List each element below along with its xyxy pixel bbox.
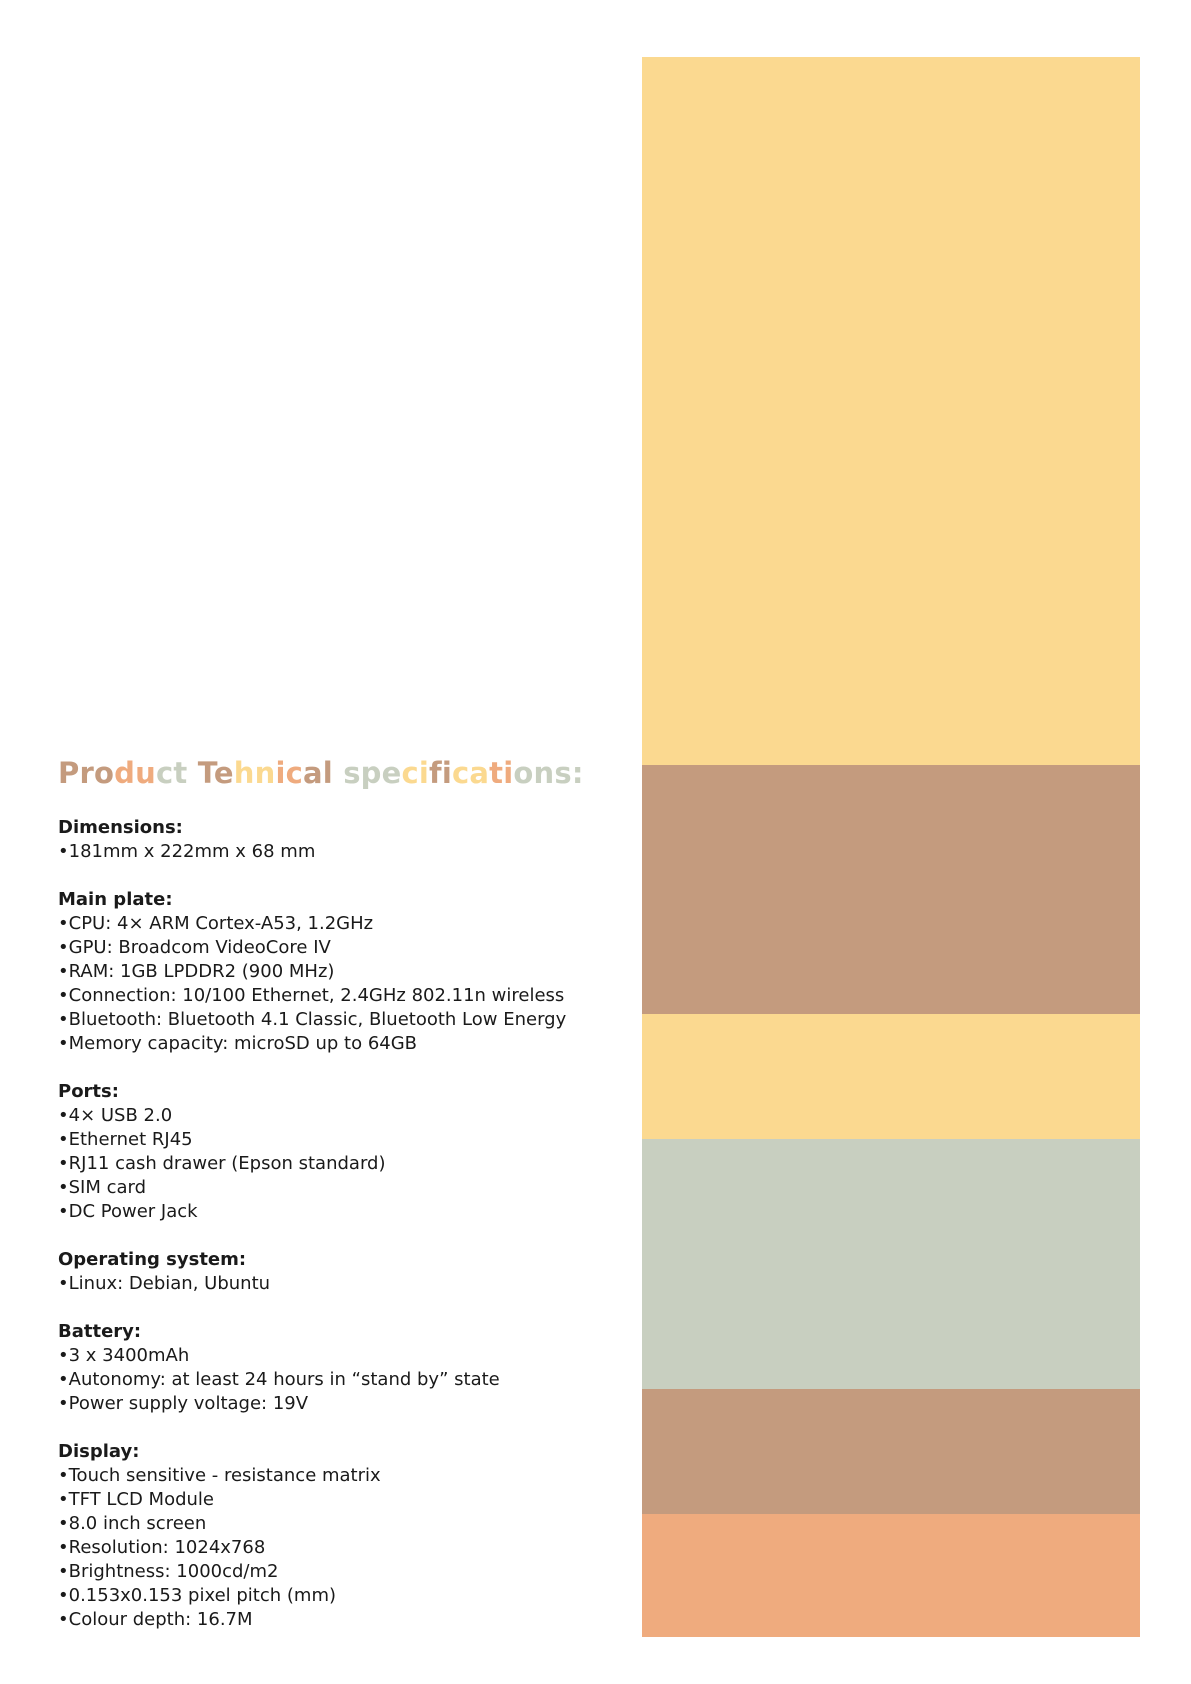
spec-section	[58, 816, 618, 864]
title-letter: e	[381, 756, 402, 790]
title-letter: a	[302, 756, 323, 790]
title-letter: r	[79, 756, 94, 790]
spec-item: • RJ11 cash drawer (Epson standard)	[58, 1152, 618, 1176]
title-letter	[333, 756, 343, 790]
title-letter: s	[343, 756, 361, 790]
specifications-title	[58, 751, 618, 795]
spec-item: • CPU: 4× ARM Cortex-A53, 1.2GHz	[58, 912, 618, 936]
title-letter: c	[155, 756, 174, 790]
specifications-block	[58, 751, 618, 1656]
title-letter: o	[513, 756, 534, 790]
spec-section	[58, 1320, 618, 1416]
spec-item: • GPU: Broadcom VideoCore IV	[58, 936, 618, 960]
spec-item: • RAM: 1GB LPDDR2 (900 MHz)	[58, 960, 618, 984]
spec-list	[58, 1344, 618, 1416]
spec-item: • 4× USB 2.0	[58, 1104, 618, 1128]
title-letter: i	[503, 756, 514, 790]
spec-item: • SIM card	[58, 1176, 618, 1200]
spec-section	[58, 1248, 618, 1296]
spec-item: • Touch sensitive - resistance matrix	[58, 1464, 618, 1488]
spec-list	[58, 1104, 618, 1224]
spec-section	[58, 1080, 618, 1224]
section-heading: Display:	[58, 1441, 140, 1462]
section-heading: Main plate:	[58, 889, 173, 910]
title-letter: i	[275, 756, 286, 790]
title-letter: s	[554, 756, 572, 790]
section-heading: Operating system:	[58, 1249, 247, 1270]
spec-section	[58, 888, 618, 1056]
color-block	[642, 1514, 1140, 1637]
color-block	[642, 1139, 1140, 1389]
title-letter: a	[469, 756, 490, 790]
spec-item: • 8.0 inch screen	[58, 1512, 618, 1536]
title-letter: :	[571, 756, 584, 790]
spec-item: • TFT LCD Module	[58, 1488, 618, 1512]
spec-item: • Bluetooth: Bluetooth 4.1 Classic, Bluetooth Low Energy	[58, 1008, 618, 1032]
color-block	[642, 765, 1140, 1015]
title-letter: h	[233, 756, 255, 790]
spec-item: • Colour depth: 16.7M	[58, 1608, 618, 1632]
spec-list	[58, 840, 618, 864]
title-letter: n	[533, 756, 555, 790]
title-letter: i	[441, 756, 452, 790]
title-letter: u	[135, 756, 156, 790]
color-block	[642, 57, 1140, 765]
title-letter: d	[114, 756, 136, 790]
spec-item: • 0.153x0.153 pixel pitch (mm)	[58, 1584, 618, 1608]
title-letter: i	[418, 756, 430, 790]
spec-item: • Resolution: 1024x768	[58, 1536, 618, 1560]
title-letter: p	[360, 756, 382, 790]
spec-item: • Linux: Debian, Ubuntu	[58, 1272, 618, 1296]
color-block	[642, 1389, 1140, 1514]
spec-item: • Brightness: 1000cd/m2	[58, 1560, 618, 1584]
spec-section	[58, 1440, 618, 1632]
spec-sections	[58, 816, 618, 1632]
title-letter: l	[322, 756, 333, 790]
section-heading: Battery:	[58, 1321, 142, 1342]
spec-item: • Ethernet RJ45	[58, 1128, 618, 1152]
spec-item: • 181mm x 222mm x 68 mm	[58, 840, 618, 864]
title-letter: e	[213, 756, 234, 790]
title-letter: T	[197, 756, 214, 790]
spec-item: • DC Power Jack	[58, 1200, 618, 1224]
title-letter: f	[429, 756, 442, 790]
title-letter: o	[93, 756, 115, 790]
title-letter: P	[58, 756, 80, 790]
spec-item: • Power supply voltage: 19V	[58, 1392, 618, 1416]
color-stripe-column	[642, 57, 1140, 1637]
spec-list	[58, 1272, 618, 1296]
title-letter: n	[254, 756, 276, 790]
section-heading: Ports:	[58, 1081, 119, 1102]
title-letter	[187, 756, 197, 790]
section-heading: Dimensions:	[58, 817, 183, 838]
spec-item: • Memory capacity: microSD up to 64GB	[58, 1032, 618, 1056]
spec-item: • 3 x 3400mAh	[58, 1344, 618, 1368]
spec-list	[58, 912, 618, 1056]
title-letter: t	[489, 756, 504, 790]
spec-item: • Connection: 10/100 Ethernet, 2.4GHz 802.11n wireless	[58, 984, 618, 1008]
title-letter: c	[401, 756, 419, 790]
title-letter: c	[452, 756, 470, 790]
color-block	[642, 1014, 1140, 1139]
title-letter: t	[173, 756, 188, 790]
title-letter: c	[285, 756, 303, 790]
spec-list	[58, 1464, 618, 1632]
spec-item: • Autonomy: at least 24 hours in “stand by” state	[58, 1368, 618, 1392]
